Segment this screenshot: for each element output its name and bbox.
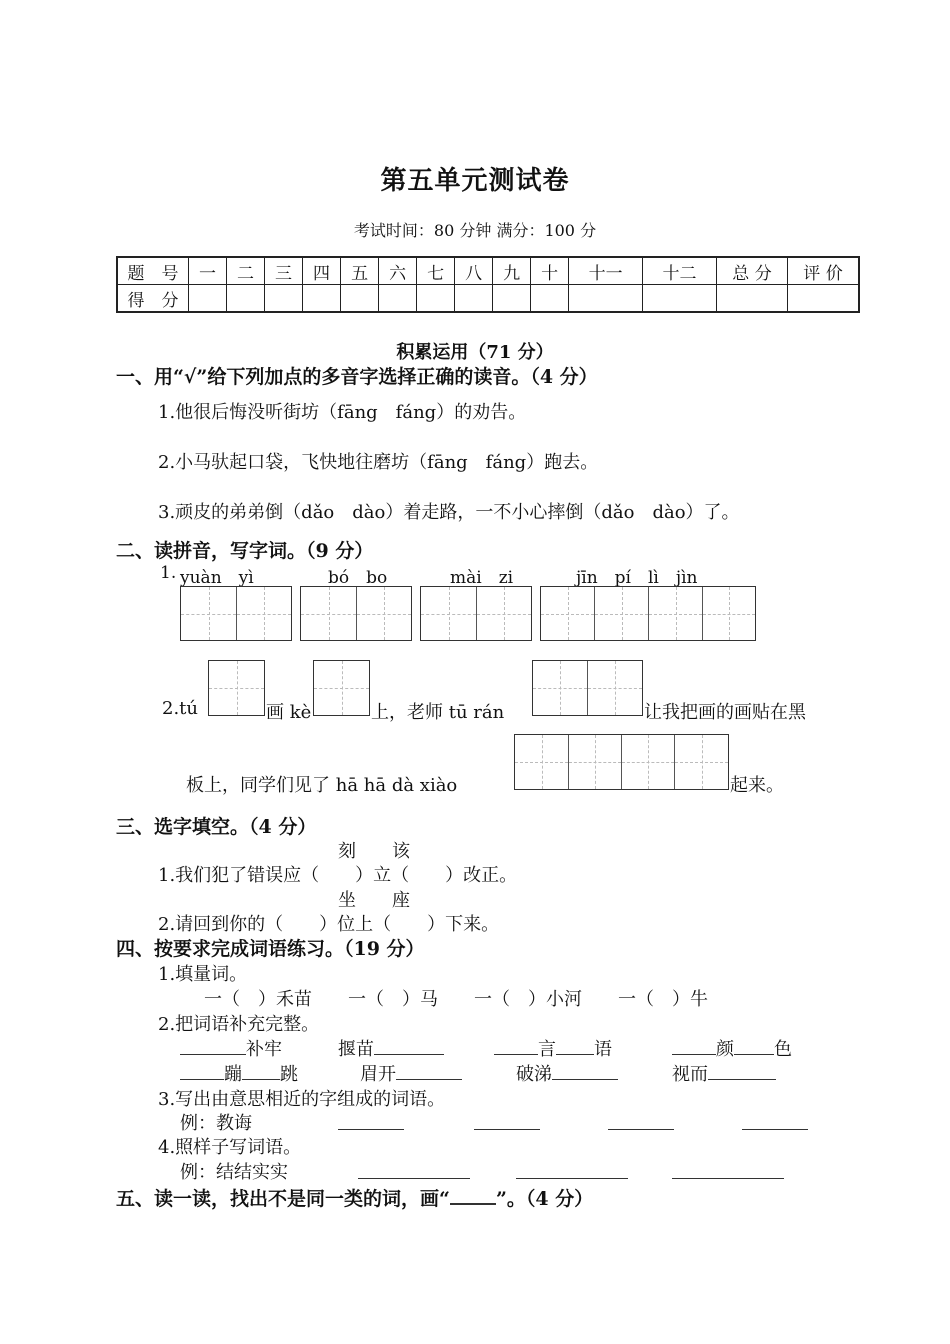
header-cell: 六 (379, 257, 417, 285)
header-cell: 十一 (569, 257, 643, 285)
header-cell: 四 (303, 257, 341, 285)
blank-line[interactable] (374, 1036, 444, 1055)
page-title: 第五单元测试卷 (380, 166, 570, 196)
idiom-part: 颜 (716, 1039, 734, 1060)
writing-grid[interactable] (300, 586, 412, 641)
pinyin-3: mài zi (450, 568, 514, 588)
answer-line[interactable] (516, 1160, 628, 1179)
score-cell[interactable] (455, 285, 493, 313)
idiom-part: 补牢 (246, 1039, 282, 1060)
s2-q2-part-f: 起来。 (730, 775, 784, 796)
header-cell: 二 (227, 257, 265, 285)
section-3-heading: 三、选字填空。（4 分） (116, 816, 317, 838)
answer-line[interactable] (474, 1111, 540, 1130)
s3-options-2: 坐 座 (338, 890, 410, 911)
score-cell[interactable] (189, 285, 227, 313)
idiom-blank-row-2d (672, 1060, 776, 1086)
section-4-heading: 四、按要求完成词语练习。（19 分） (116, 938, 425, 960)
idiom-part: 跳 (280, 1064, 298, 1085)
section-2-heading: 二、读拼音，写字词。（9 分） (116, 540, 374, 562)
score-cell[interactable] (379, 285, 417, 313)
blank-line[interactable] (180, 1061, 224, 1080)
s3-question-2: 2.请回到你的（ ）位上（ ）下来。 (158, 914, 500, 935)
idiom-part: 眉开 (360, 1064, 396, 1085)
s4-question-3: 3.写出由意思相近的字组成的词语。 (158, 1089, 446, 1110)
section-5-heading-end: ”。（4 分） (495, 1188, 594, 1210)
header-cell: 一 (189, 257, 227, 285)
s3-question-1: 1.我们犯了错误应（ ）立（ ）改正。 (158, 865, 518, 886)
blank-line[interactable] (708, 1061, 776, 1080)
s2-q1-number: 1. (160, 563, 177, 583)
writing-grid[interactable] (313, 660, 370, 716)
pinyin-1: yuàn yì (180, 568, 254, 588)
header-cell: 十 (531, 257, 569, 285)
blank-line[interactable] (494, 1036, 538, 1055)
writing-grid[interactable] (420, 586, 532, 641)
s4-q4-example: 例：结结实实 (180, 1162, 288, 1183)
answer-line[interactable] (338, 1111, 404, 1130)
idiom-part: 言 (538, 1039, 556, 1060)
pinyin-4: jīn pí lì jìn (576, 568, 698, 588)
idiom-part: 揠苗 (338, 1039, 374, 1060)
s4-question-1: 1.填量词。 (158, 964, 248, 985)
s2-q2-part-a: 2.tú (162, 698, 198, 719)
pinyin-2: bó bo (328, 568, 388, 588)
score-cell[interactable] (717, 285, 788, 313)
header-cell: 总 分 (717, 257, 788, 285)
blank-line[interactable] (556, 1036, 594, 1055)
blank-line[interactable] (180, 1036, 246, 1055)
s4-q1-items: 一（ ）禾苗 一（ ）马 一（ ）小河 一（ ）牛 (204, 989, 708, 1010)
s1-question-1: 1.他很后悔没听街坊（fāng fáng）的劝告。 (158, 402, 527, 423)
score-cell[interactable] (643, 285, 717, 313)
header-cell: 三 (265, 257, 303, 285)
score-label: 得 分 (117, 285, 189, 313)
score-cell[interactable] (493, 285, 531, 313)
header-cell: 七 (417, 257, 455, 285)
header-cell: 五 (341, 257, 379, 285)
score-table (116, 256, 860, 313)
section-5-heading-text: 五、读一读，找出不是同一类的词，画“ (116, 1188, 450, 1210)
header-cell: 十二 (643, 257, 717, 285)
s1-question-2: 2.小马驮起口袋，飞快地往磨坊（fāng fáng）跑去。 (158, 452, 599, 473)
score-cell[interactable] (227, 285, 265, 313)
s4-question-2: 2.把词语补充完整。 (158, 1014, 320, 1035)
answer-line[interactable] (608, 1111, 674, 1130)
idiom-blank-row-1b (338, 1035, 444, 1061)
s4-q3-example: 例：教诲 (180, 1113, 252, 1134)
idiom-part: 色 (774, 1039, 792, 1060)
part-heading: 积累运用（71 分） (396, 342, 554, 363)
blank-line[interactable] (672, 1036, 716, 1055)
header-cell: 八 (455, 257, 493, 285)
answer-line[interactable] (358, 1160, 470, 1179)
writing-grid[interactable] (180, 586, 292, 641)
section-5-heading (116, 1184, 593, 1211)
s3-options-1: 刻 该 (338, 841, 410, 862)
writing-grid[interactable] (532, 660, 643, 716)
blank-line[interactable] (242, 1061, 280, 1080)
exam-info: 考试时间：80 分钟 满分：100 分 (353, 221, 597, 240)
score-cell[interactable] (788, 285, 860, 313)
s2-q2-part-c: 上，老师 tū rán (371, 702, 505, 723)
s4-question-4: 4.照样子写词语。 (158, 1137, 302, 1158)
header-cell: 题 号 (117, 257, 189, 285)
idiom-part: 视而 (672, 1064, 708, 1085)
writing-grid[interactable] (540, 586, 756, 641)
blank-line[interactable] (734, 1036, 774, 1055)
score-cell[interactable] (531, 285, 569, 313)
score-cell[interactable] (417, 285, 455, 313)
header-cell: 九 (493, 257, 531, 285)
s2-q2-part-d: 让我把画的画贴在黑 (644, 702, 806, 723)
header-cell: 评 价 (788, 257, 860, 285)
writing-grid[interactable] (514, 734, 729, 790)
underline-sample (450, 1185, 496, 1205)
idiom-blank-row-2c (516, 1060, 618, 1086)
idiom-blank-row-1d (672, 1035, 792, 1061)
section-1-heading: 一、用“√”给下列加点的多音字选择正确的读音。（4 分） (116, 366, 598, 388)
s2-q2-part-e: 板上，同学们见了 hā hā dà xiào (186, 775, 458, 796)
blank-line[interactable] (396, 1061, 462, 1080)
idiom-blank-row-2b (360, 1060, 462, 1086)
answer-line[interactable] (742, 1111, 808, 1130)
score-cell[interactable] (303, 285, 341, 313)
score-table-score-row (117, 285, 859, 313)
score-table-header-row (117, 257, 859, 285)
s1-question-3: 3.顽皮的弟弟倒（dǎo dào）着走路，一不小心摔倒（dǎo dào）了。 (158, 502, 740, 523)
writing-grid[interactable] (208, 660, 265, 716)
score-cell[interactable] (341, 285, 379, 313)
idiom-part: 语 (594, 1039, 612, 1060)
score-cell[interactable] (265, 285, 303, 313)
idiom-blank-row-1 (180, 1035, 282, 1061)
idiom-part: 破涕 (516, 1064, 552, 1085)
answer-line[interactable] (672, 1160, 784, 1179)
blank-line[interactable] (552, 1061, 618, 1080)
idiom-blank-row-2 (180, 1060, 298, 1086)
s2-q2-part-b: 画 kè (266, 702, 312, 723)
idiom-part: 蹦 (224, 1064, 242, 1085)
idiom-blank-row-1c (494, 1035, 612, 1061)
score-cell[interactable] (569, 285, 643, 313)
